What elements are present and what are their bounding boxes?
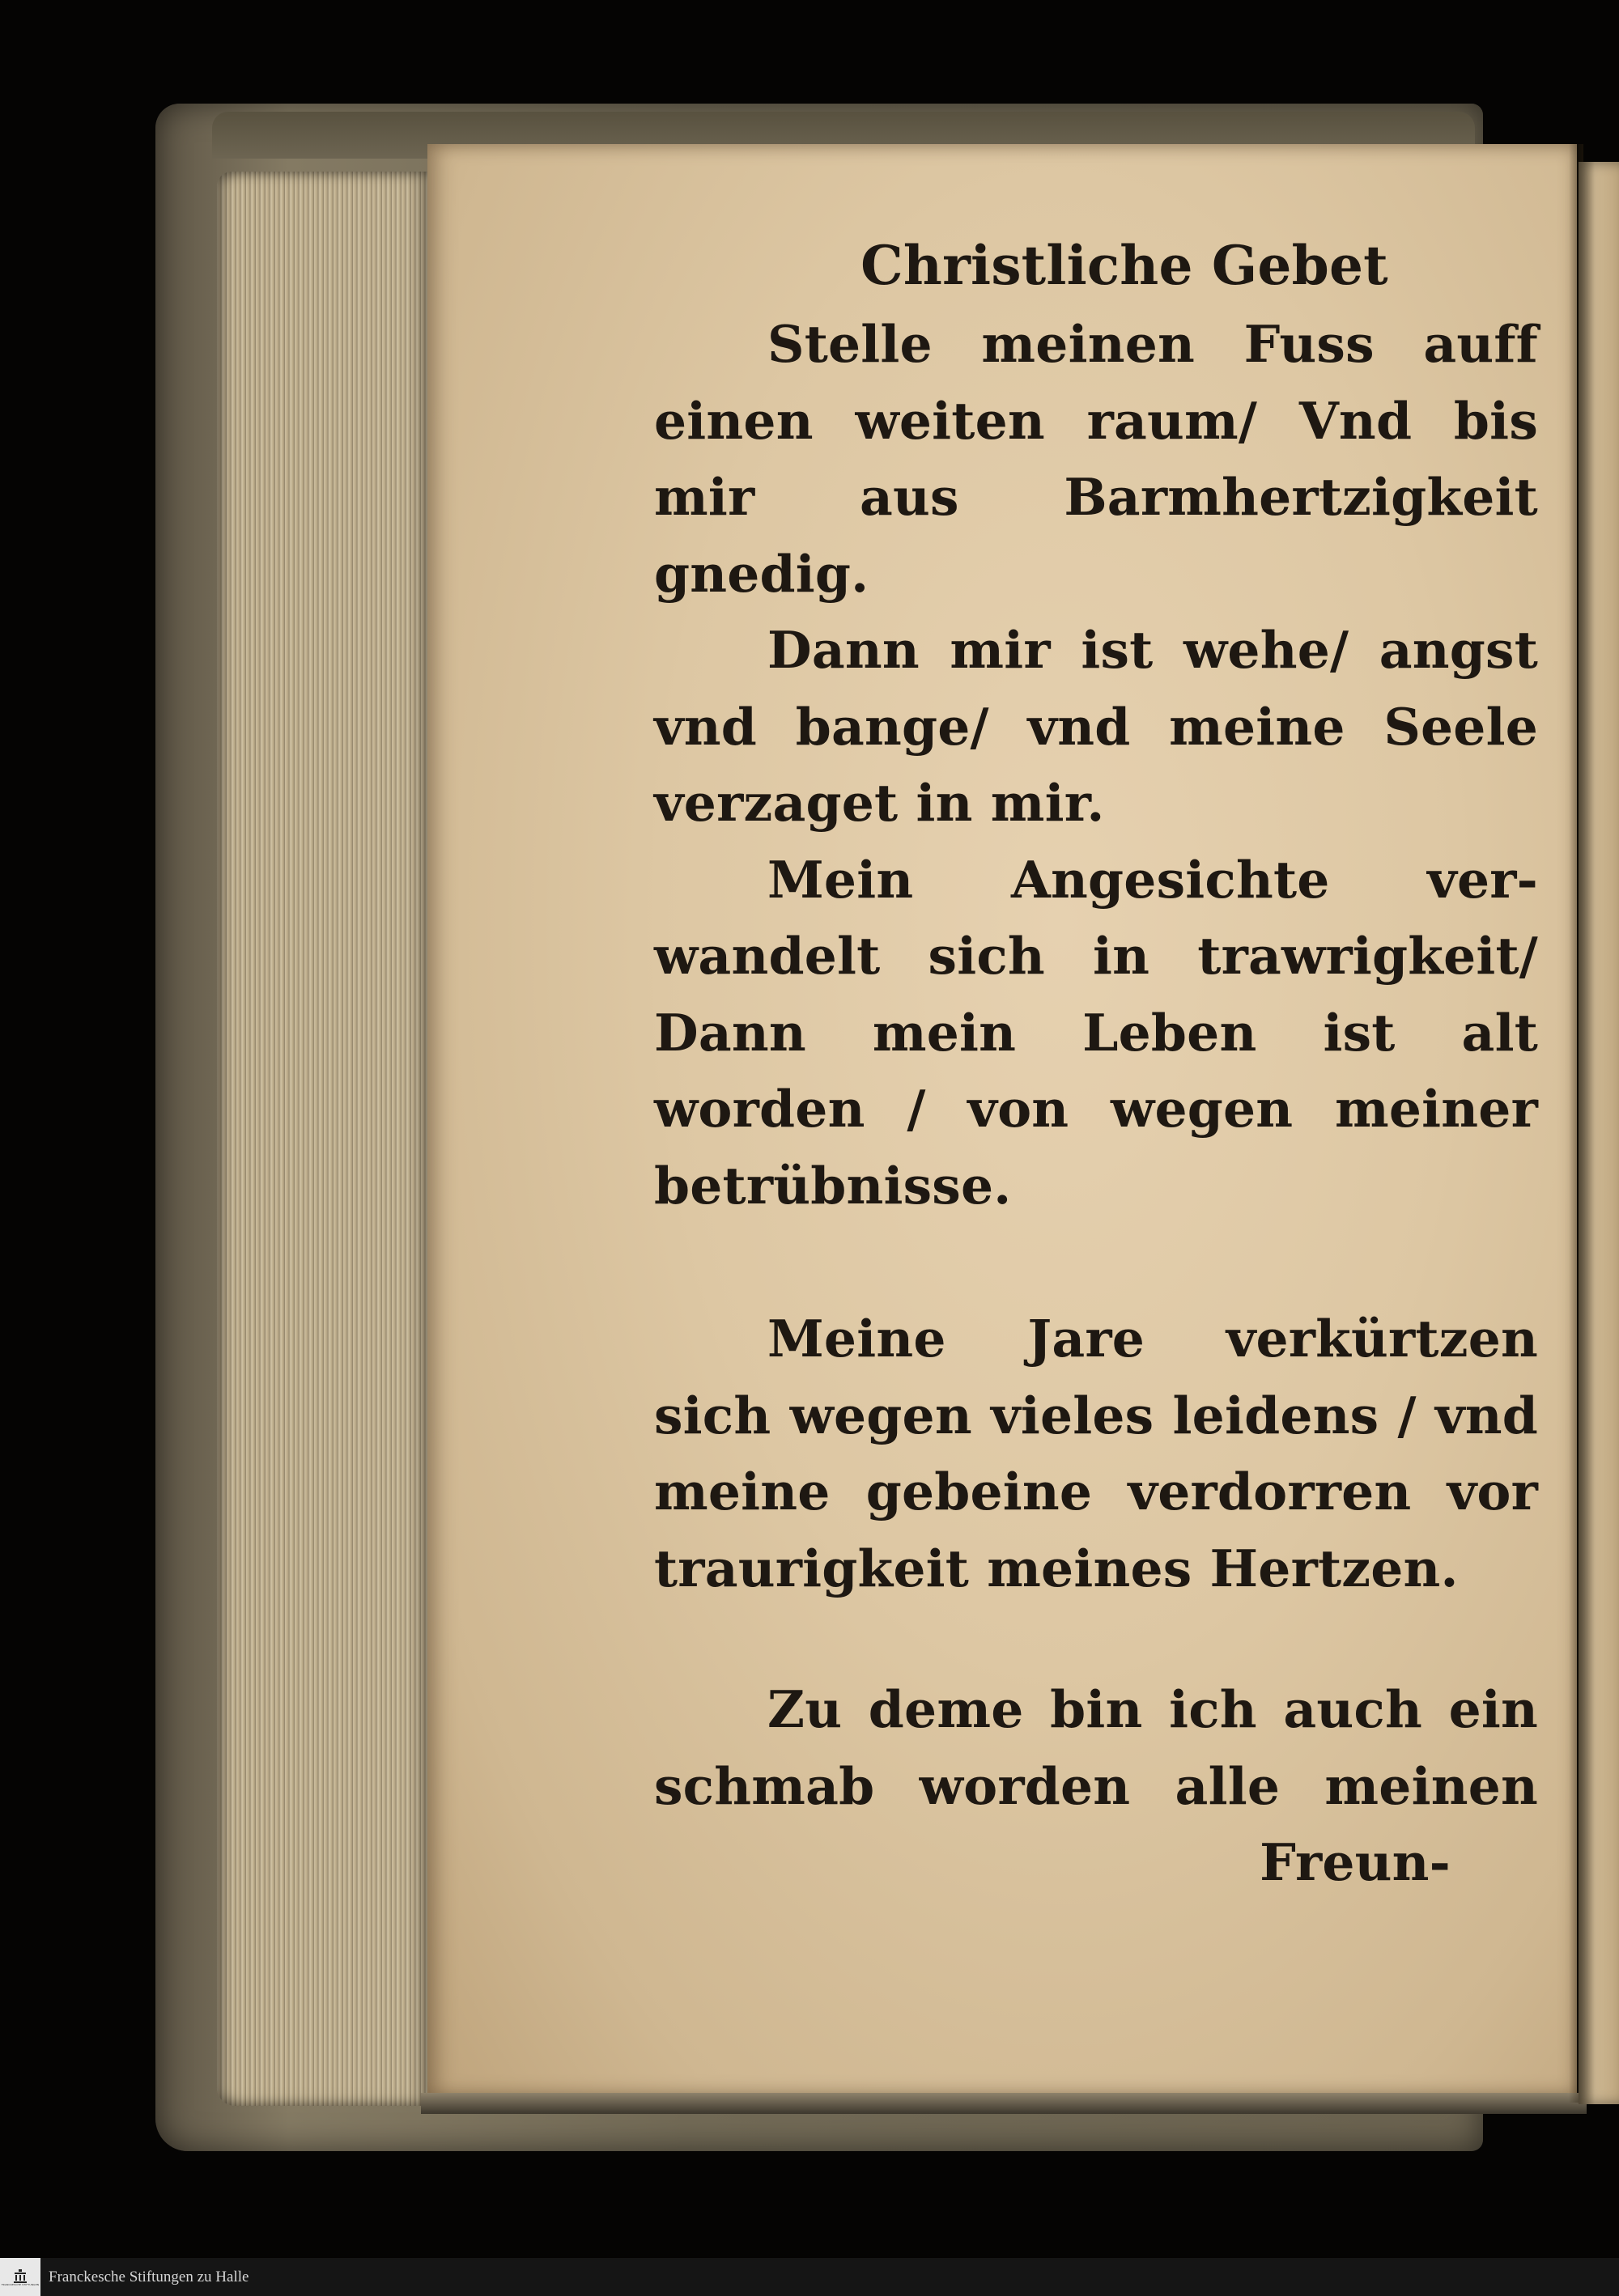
verse-paragraph [654, 306, 1538, 612]
page-heading: Christliche Gebet [860, 234, 1388, 297]
text-line: Zu deme bin ich auch ein [767, 1679, 1538, 1739]
text-line: traurigkeit meines Hertzen. [654, 1538, 1459, 1598]
verse-paragraph [654, 1301, 1538, 1606]
page-bottom-edge [421, 2093, 1587, 2114]
verse-paragraph [654, 612, 1538, 842]
institution-name[interactable]: Franckesche Stiftungen zu Halle [49, 2268, 249, 2285]
text-line: worden / von wegen meiner [654, 1079, 1538, 1139]
text-line: vnd bange/ vnd meine Seele [654, 696, 1538, 757]
text-line: Dann mir ist wehe/ angst [767, 620, 1538, 680]
paragraph-gap [654, 1224, 1538, 1301]
verse-paragraph [654, 1671, 1538, 1824]
institution-footer-bar [0, 2258, 1619, 2296]
page-text-block [654, 225, 1538, 1901]
text-line: sich wegen vieles leidens / vnd [654, 1385, 1538, 1445]
paragraph-gap [654, 1606, 1538, 1671]
facing-page-edge [1579, 162, 1619, 2104]
francke-stiftungen-logo-icon [12, 2268, 28, 2284]
text-line: mir aus Barmhertzigkeit [654, 467, 1538, 527]
text-line: einen weiten raum/ Vnd bis [654, 390, 1538, 451]
text-line: verzaget in mir. [654, 773, 1105, 833]
text-line: wandelt sich in trawrigkeit/ [654, 926, 1538, 986]
logo-text: FRANCKESCHE STIFTUNGEN [1, 2282, 40, 2286]
text-line: schmab worden alle meinen [654, 1755, 1538, 1816]
text-line: betrübnisse. [654, 1155, 1012, 1216]
text-line: meine gebeine verdorren vor [654, 1462, 1538, 1521]
catchword: Freun- [1260, 1832, 1451, 1892]
stacked-page-edges [217, 172, 429, 2106]
text-line: Dann mein Leben ist alt [654, 1002, 1538, 1063]
text-line: Mein Angesichte ver- [767, 849, 1538, 910]
verse-paragraph [654, 842, 1538, 1224]
text-line: gnedig. [654, 543, 869, 604]
institution-logo[interactable] [0, 2258, 40, 2296]
text-line: Stelle meinen Fuss auff [767, 314, 1538, 374]
text-line: Meine Jare verkürtzen [767, 1309, 1538, 1369]
